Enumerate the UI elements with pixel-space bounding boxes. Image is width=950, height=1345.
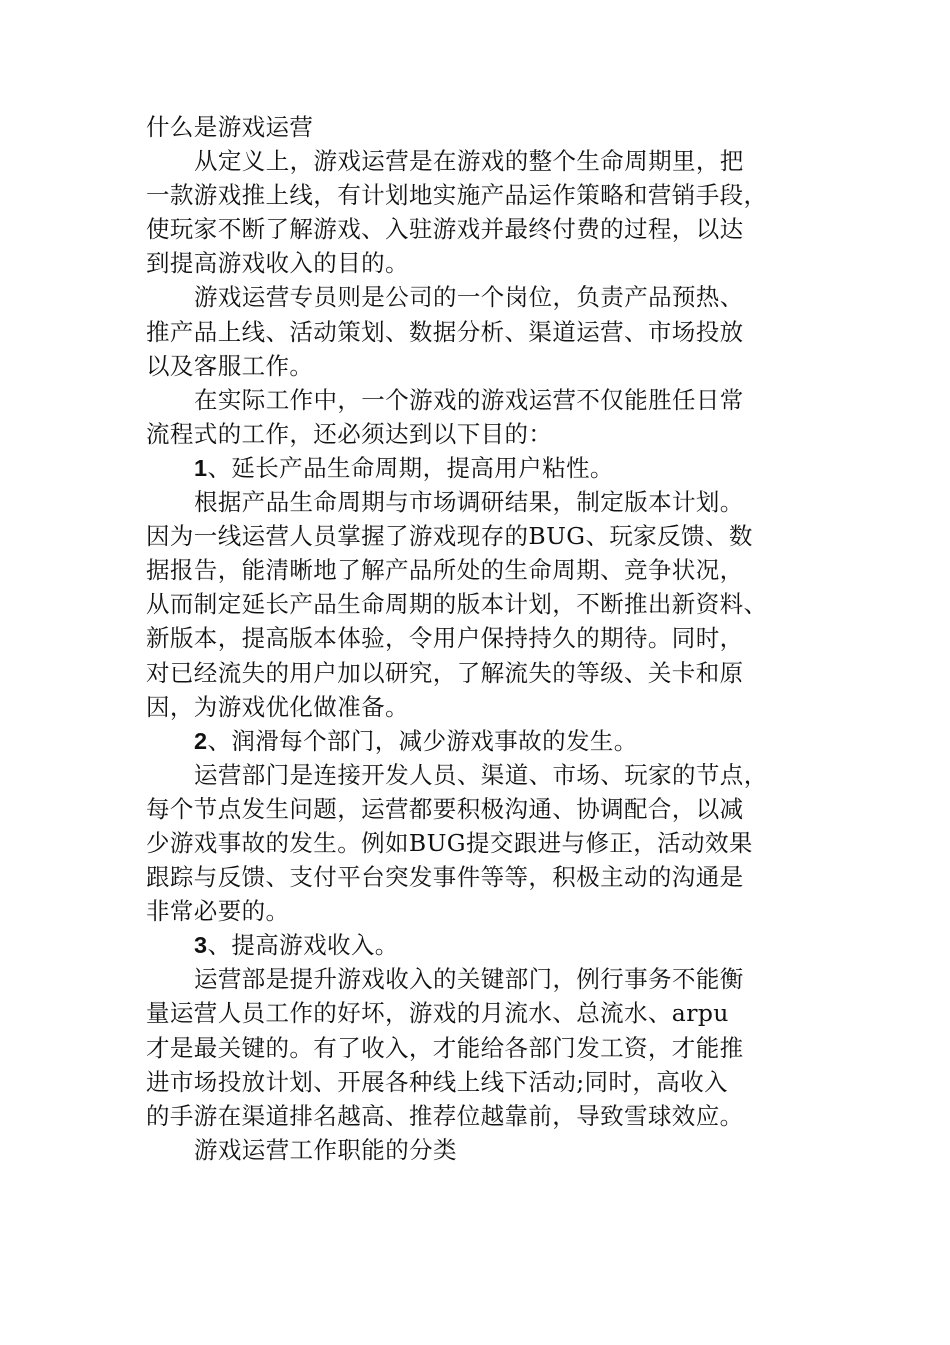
paragraph-line: 的手游在渠道排名越高、推荐位越靠前，导致雪球效应。 [146,1101,744,1130]
paragraph-line: 流程式的工作，还必须达到以下目的： [146,419,553,448]
paragraph-line: 从定义上，游戏运营是在游戏的整个生命周期里，把 [194,147,744,176]
paragraph-line: 因为一线运营人员掌握了游戏现存的BUG、玩家反馈、数 [146,522,753,551]
paragraph-line: 每个节点发生问题，运营都要积极沟通、协调配合，以减 [146,794,744,823]
paragraph-line: 使玩家不断了解游戏、入驻游戏并最终付费的过程，以达 [146,215,744,244]
paragraph-line: 在实际工作中，一个游戏的游戏运营不仅能胜任日常 [194,385,744,414]
paragraph-line: 据报告，能清晰地了解产品所处的生命周期、竞争状况， [146,556,744,585]
paragraph-line: 少游戏事故的发生。例如BUG提交跟进与修正，活动效果 [146,828,753,857]
paragraph-line: 从而制定延长产品生命周期的版本计划，不断推出新资料、 [146,590,768,619]
paragraph-line: 以及客服工作。 [146,351,314,380]
paragraph-line: 才是最关键的。有了收入，才能给各部门发工资，才能推 [146,1033,744,1062]
document-title: 什么是游戏运营 [146,113,314,141]
paragraph-line: 对已经流失的用户加以研究，了解流失的等级、关卡和原 [146,658,744,687]
section-number: 3 [194,932,208,959]
closing-heading: 游戏运营工作职能的分类 [194,1135,457,1164]
paragraph-line: 推产品上线、活动策划、数据分析、渠道运营、市场投放 [146,317,744,346]
document-body [146,110,786,1167]
paragraph-line: 到提高游戏收入的目的。 [146,249,409,278]
section-heading-text: 、润滑每个部门，减少游戏事故的发生。 [207,726,638,755]
paragraph-line: 非常必要的。 [146,897,290,926]
section-heading-text: 、提高游戏收入。 [207,931,399,960]
section-heading-text: 、延长产品生命周期，提高用户粘性。 [207,453,614,482]
paragraph-line: 运营部是提升游戏收入的关键部门，例行事务不能衡 [194,965,744,994]
paragraph-line: 因，为游戏优化做准备。 [146,692,409,721]
section-heading-1 [146,451,786,485]
paragraph-line: 跟踪与反馈、支付平台突发事件等等，积极主动的沟通是 [146,863,744,892]
section-heading-2 [146,724,786,758]
paragraph-line: 进市场投放计划、开展各种线上线下活动;同时，高收入 [146,1067,728,1096]
paragraph-line: 游戏运营专员则是公司的一个岗位，负责产品预热、 [194,283,744,312]
section-heading-3 [146,928,786,962]
section-number: 2 [194,727,208,754]
section-number: 1 [194,454,208,481]
paragraph-line: 一款游戏推上线，有计划地实施产品运作策略和营销手段， [146,181,768,210]
paragraph-line: 新版本，提高版本体验，令用户保持持久的期待。同时， [146,624,744,653]
paragraph-line: 根据产品生命周期与市场调研结果，制定版本计划。 [194,488,744,517]
paragraph-line: 量运营人员工作的好坏，游戏的月流水、总流水、arpu [146,999,729,1028]
paragraph-line: 运营部门是连接开发人员、渠道、市场、玩家的节点， [194,760,768,789]
